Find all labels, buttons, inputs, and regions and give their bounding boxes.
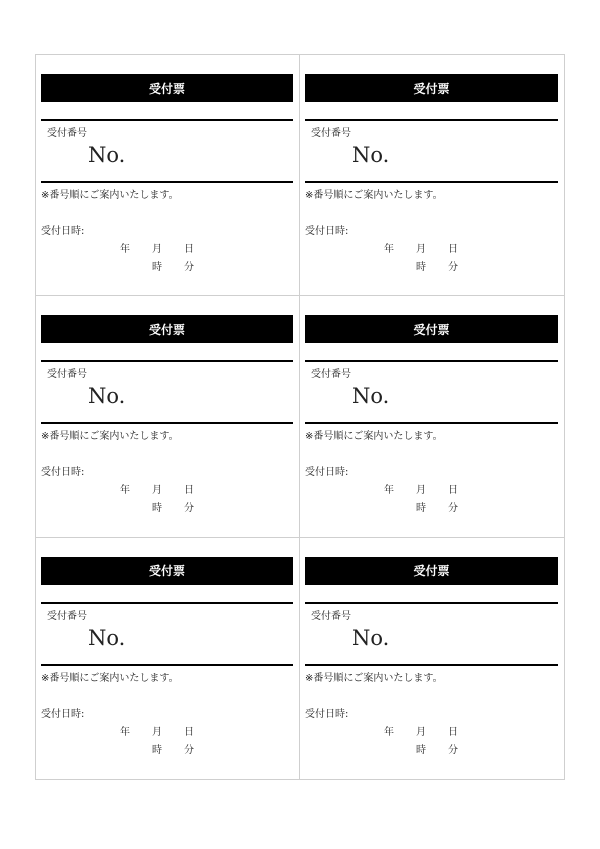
hour-unit: 時 bbox=[152, 262, 162, 273]
guidance-notice: ※番号順にご案内いたします。 bbox=[41, 431, 179, 443]
divider bbox=[41, 360, 293, 362]
divider bbox=[305, 181, 558, 183]
year-unit: 年 bbox=[120, 726, 130, 738]
reception-ticket bbox=[300, 55, 564, 296]
number-prefix: No. bbox=[88, 384, 126, 409]
divider bbox=[305, 602, 558, 604]
datetime-label: 受付日時: bbox=[41, 226, 85, 237]
year-unit: 年 bbox=[120, 244, 130, 255]
divider bbox=[41, 119, 293, 121]
minute-unit: 分 bbox=[448, 503, 458, 515]
number-label: 受付番号 bbox=[311, 369, 351, 381]
datetime-label: 受付日時: bbox=[305, 467, 349, 479]
reception-ticket bbox=[300, 296, 564, 537]
number-label: 受付番号 bbox=[311, 128, 351, 139]
day-unit: 日 bbox=[448, 244, 458, 255]
guidance-notice: ※番号順にご案内いたします。 bbox=[305, 672, 443, 684]
reception-ticket bbox=[300, 538, 564, 779]
minute-unit: 分 bbox=[448, 744, 458, 756]
guidance-notice: ※番号順にご案内いたします。 bbox=[305, 431, 443, 443]
number-prefix: No. bbox=[352, 143, 390, 167]
number-label: 受付番号 bbox=[47, 610, 87, 622]
datetime-label: 受付日時: bbox=[305, 226, 349, 237]
guidance-notice: ※番号順にご案内いたします。 bbox=[305, 190, 443, 201]
ticket-title: 受付票 bbox=[305, 557, 558, 585]
year-unit: 年 bbox=[120, 485, 130, 497]
divider bbox=[41, 422, 293, 424]
month-unit: 月 bbox=[152, 726, 162, 738]
number-label: 受付番号 bbox=[47, 128, 87, 139]
minute-unit: 分 bbox=[184, 503, 194, 515]
divider bbox=[41, 602, 293, 604]
reception-ticket bbox=[36, 538, 300, 779]
year-unit: 年 bbox=[384, 244, 394, 255]
day-unit: 日 bbox=[448, 485, 458, 497]
ticket-title: 受付票 bbox=[305, 74, 558, 102]
guidance-notice: ※番号順にご案内いたします。 bbox=[41, 190, 179, 201]
hour-unit: 時 bbox=[416, 503, 426, 515]
month-unit: 月 bbox=[416, 485, 426, 497]
number-prefix: No. bbox=[88, 625, 126, 650]
guidance-notice: ※番号順にご案内いたします。 bbox=[41, 672, 179, 684]
hour-unit: 時 bbox=[416, 744, 426, 756]
reception-ticket bbox=[36, 296, 300, 537]
hour-unit: 時 bbox=[416, 262, 426, 273]
number-prefix: No. bbox=[352, 384, 390, 409]
month-unit: 月 bbox=[416, 726, 426, 738]
day-unit: 日 bbox=[448, 726, 458, 738]
divider bbox=[305, 360, 558, 362]
number-label: 受付番号 bbox=[311, 610, 351, 622]
number-prefix: No. bbox=[352, 625, 390, 650]
minute-unit: 分 bbox=[184, 744, 194, 756]
year-unit: 年 bbox=[384, 485, 394, 497]
ticket-title: 受付票 bbox=[41, 315, 293, 343]
month-unit: 月 bbox=[152, 485, 162, 497]
divider bbox=[305, 422, 558, 424]
ticket-title: 受付票 bbox=[41, 74, 293, 102]
divider bbox=[305, 119, 558, 121]
day-unit: 日 bbox=[184, 485, 194, 497]
day-unit: 日 bbox=[184, 726, 194, 738]
datetime-label: 受付日時: bbox=[41, 708, 85, 720]
month-unit: 月 bbox=[416, 244, 426, 255]
ticket-title: 受付票 bbox=[41, 557, 293, 585]
datetime-label: 受付日時: bbox=[41, 467, 85, 479]
ticket-title: 受付票 bbox=[305, 315, 558, 343]
number-prefix: No. bbox=[88, 143, 126, 167]
reception-ticket bbox=[36, 55, 300, 296]
day-unit: 日 bbox=[184, 244, 194, 255]
number-label: 受付番号 bbox=[47, 369, 87, 381]
datetime-label: 受付日時: bbox=[305, 708, 349, 720]
year-unit: 年 bbox=[384, 726, 394, 738]
divider bbox=[305, 664, 558, 666]
minute-unit: 分 bbox=[448, 262, 458, 273]
ticket-sheet bbox=[35, 54, 565, 780]
month-unit: 月 bbox=[152, 244, 162, 255]
divider bbox=[41, 181, 293, 183]
hour-unit: 時 bbox=[152, 503, 162, 515]
divider bbox=[41, 664, 293, 666]
hour-unit: 時 bbox=[152, 744, 162, 756]
minute-unit: 分 bbox=[184, 262, 194, 273]
